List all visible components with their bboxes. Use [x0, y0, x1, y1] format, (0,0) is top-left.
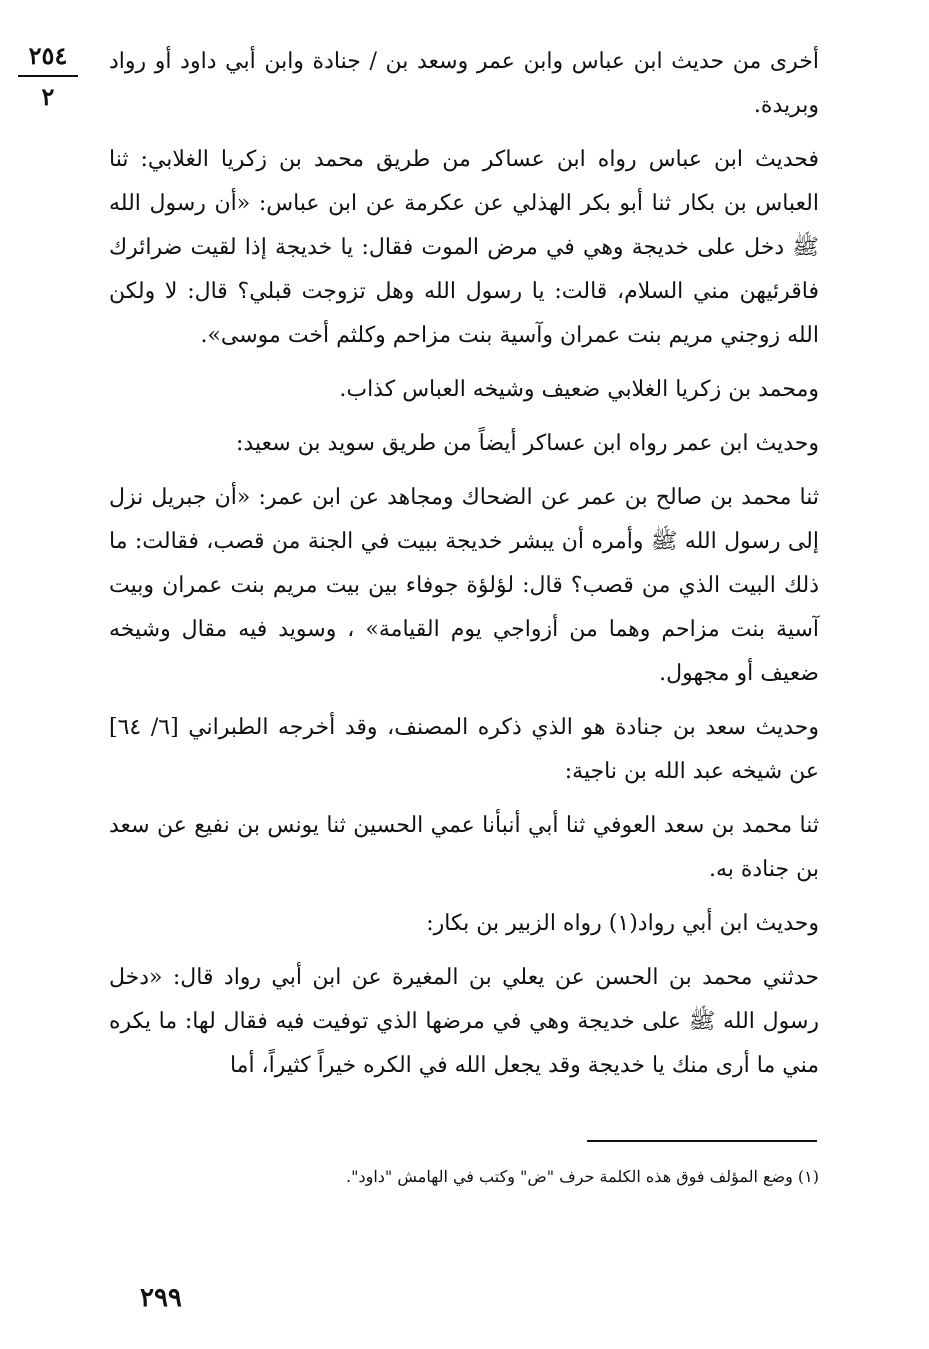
footnote: (١) وضع المؤلف فوق هذه الكلمة حرف "ض" وكتب في الهامش "داود".	[346, 1167, 819, 1186]
paragraph-7: ثنا محمد بن سعد العوفي ثنا أبي أنبأنا عمي الحسين ثنا يونس بن نفيع عن سعد بن جنادة به.	[109, 813, 819, 882]
paragraph-6: وحديث سعد بن جنادة هو الذي ذكره المصنف، وقد أخرجه الطبراني [٦/ ٦٤] عن شيخه عبد الله بن ناجية:	[109, 715, 819, 784]
margin-reference	[18, 42, 78, 112]
paragraph-9: حدثني محمد بن الحسن عن يعلي بن المغيرة عن ابن أبي رواد قال: «دخل رسول الله ﷺ على خديجة وهي في مرضها الذي توفيت فيه فقال لها: ما يكره مني ما أرى منك يا خديجة وقد يجعل الله في الكره خيراً كثيراً، أما	[109, 965, 819, 1078]
page-number: ٢٩٩	[140, 1283, 182, 1313]
paragraph-2: فحديث ابن عباس رواه ابن عساكر من طريق محمد بن زكريا الغلابي: ثنا العباس بن بكار ثنا أبو بكر الهذلي عن عكرمة عن ابن عباس: «أن رسول الله ﷺ دخل على خديجة وهي في مرض الموت فقال: يا خديجة إذا لقيت ضرائرك فاقرئيهن مني السلام، قالت: يا رسول الله وهل تزوجت قبلي؟ قال: لا ولكن الله زوجني مريم بنت عمران وآسية بنت مزاحم وكلثم أخت موسى».	[109, 147, 819, 348]
margin-reference-part: ٢	[41, 81, 55, 111]
footnote-divider	[587, 1140, 817, 1142]
paragraph-5: ثنا محمد بن صالح بن عمر عن الضحاك ومجاهد عن ابن عمر: «أن جبريل نزل إلى رسول الله ﷺ وأمره أن يبشر خديجة ببيت في الجنة من قصب، فقالت: ما ذلك البيت الذي من قصب؟ قال: لؤلؤة جوفاء بين بيت مريم بنت عمران وبيت آسية بنت مزاحم وهما من أزواجي يوم القيامة» ، وسويد فيه مقال وشيخه ضعيف أو مجهول.	[109, 485, 819, 686]
margin-reference-volume: ٢٥٤	[18, 42, 78, 77]
paragraph-8: وحديث ابن أبي رواد(١) رواه الزبير بن بكار:	[426, 911, 819, 936]
paragraph-4: وحديث ابن عمر رواه ابن عساكر أيضاً من طريق سويد بن سعيد:	[236, 431, 819, 456]
main-text	[109, 40, 819, 1098]
paragraph-1: أخرى من حديث ابن عباس وابن عمر وسعد بن / جنادة وابن أبي داود أو رواد وبريدة.	[109, 49, 820, 118]
paragraph-3: ومحمد بن زكريا الغلابي ضعيف وشيخه العباس كذاب.	[339, 377, 819, 402]
